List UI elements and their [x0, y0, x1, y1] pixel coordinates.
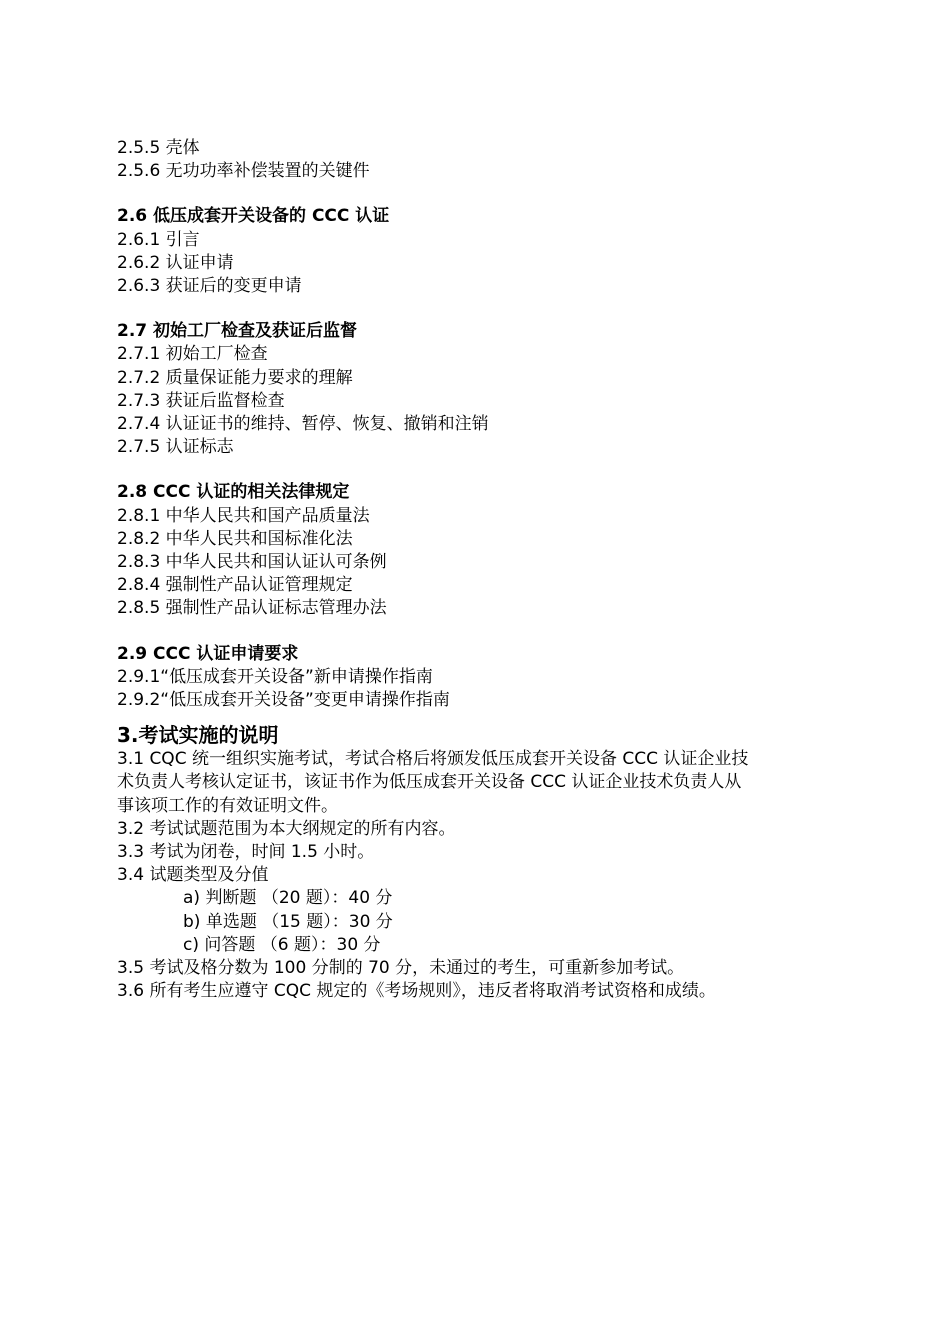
section-heading-2-7: 2.7 初始工厂检查及获证后监督 — [117, 321, 358, 342]
toc-item: 2.8.4 强制性产品认证管理规定 — [117, 575, 353, 596]
toc-item: 2.8.2 中华人民共和国标准化法 — [117, 528, 353, 549]
paragraph-3-1-line: 3.1 CQC 统一组织实施考试，考试合格后将颁发低压成套开关设备 CCC 认证企业技 — [117, 749, 749, 770]
toc-item: 2.7.3 获证后监督检查 — [117, 390, 285, 411]
score-item: a) 判断题 （20 题）：40 分 — [183, 888, 393, 909]
section-heading-3: 3.考试实施的说明 — [117, 723, 279, 748]
paragraph-3-3: 3.3 考试为闭卷，时间 1.5 小时。 — [117, 842, 375, 863]
score-item: b) 单选题 （15 题）：30 分 — [183, 911, 393, 932]
toc-item: 2.8.1 中华人民共和国产品质量法 — [117, 505, 370, 526]
paragraph-3-1-line: 术负责人考核认定证书，该证书作为低压成套开关设备 CCC 认证企业技术负责人从 — [117, 772, 742, 793]
paragraph-3-5: 3.5 考试及格分数为 100 分制的 70 分，未通过的考生，可重新参加考试。 — [117, 958, 685, 979]
document-page — [117, 137, 837, 1004]
toc-item: 2.9.2“低压成套开关设备”变更申请操作指南 — [117, 690, 450, 711]
toc-item: 2.8.3 中华人民共和国认证认可条例 — [117, 552, 387, 573]
toc-item: 2.6.2 认证申请 — [117, 252, 234, 273]
score-item: c) 问答题 （6 题）：30 分 — [183, 934, 381, 955]
paragraph-3-6: 3.6 所有考生应遵守 CQC 规定的《考场规则》，违反者将取消考试资格和成绩。 — [117, 981, 716, 1002]
toc-item: 2.7.1 初始工厂检查 — [117, 344, 268, 365]
paragraph-3-4: 3.4 试题类型及分值 — [117, 865, 269, 886]
paragraph-3-1-line: 事该项工作的有效证明文件。 — [117, 795, 338, 816]
toc-item: 2.7.5 认证标志 — [117, 437, 234, 458]
toc-item: 2.9.1“低压成套开关设备”新申请操作指南 — [117, 666, 433, 687]
section-heading-2-9: 2.9 CCC 认证申请要求 — [117, 643, 299, 664]
toc-item: 2.8.5 强制性产品认证标志管理办法 — [117, 598, 387, 619]
section-heading-2-8: 2.8 CCC 认证的相关法律规定 — [117, 482, 350, 503]
toc-item: 2.5.5 壳体 — [117, 138, 200, 158]
toc-item: 2.7.2 质量保证能力要求的理解 — [117, 367, 353, 388]
toc-item: 2.6.3 获证后的变更申请 — [117, 276, 302, 297]
toc-item: 2.5.6 无功功率补偿装置的关键件 — [117, 161, 370, 182]
toc-item: 2.6.1 引言 — [117, 229, 200, 250]
toc-item: 2.7.4 认证证书的维持、暂停、恢复、撤销和注销 — [117, 414, 489, 435]
paragraph-3-2: 3.2 考试试题范围为本大纲规定的所有内容。 — [117, 818, 456, 839]
section-heading-2-6: 2.6 低压成套开关设备的 CCC 认证 — [117, 206, 390, 227]
